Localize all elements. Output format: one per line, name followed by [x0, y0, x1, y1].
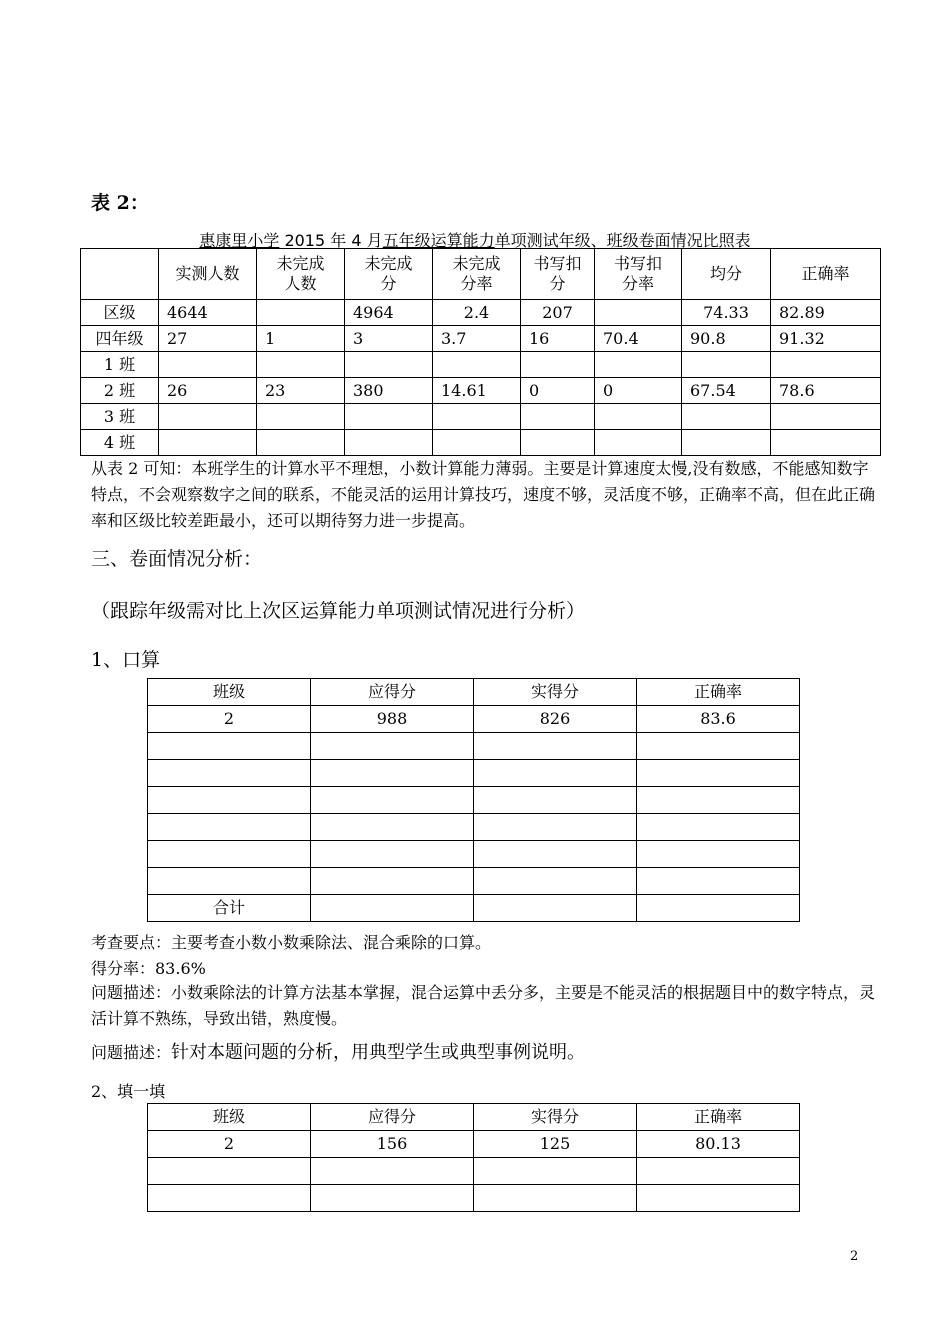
- problem2-label: 问题描述：: [91, 1043, 172, 1062]
- table2-cell: 74.33: [682, 300, 771, 326]
- oral-cell: [637, 814, 800, 841]
- section3-heading: 三、卷面情况分析：: [91, 548, 263, 570]
- table2-cell: 26: [159, 378, 257, 404]
- oral-cell: [474, 733, 637, 760]
- table2-header-cell: 均分: [682, 249, 771, 300]
- oral-row: [148, 868, 800, 895]
- oral-cell: [148, 787, 311, 814]
- fill-header-cell: 应得分: [311, 1104, 474, 1131]
- page-number: 2: [850, 1249, 859, 1264]
- table2-cell: 0: [521, 378, 595, 404]
- fill-header-cell: 正确率: [637, 1104, 800, 1131]
- table2-cell: [345, 404, 433, 430]
- table2-row-label: 4 班: [81, 430, 159, 456]
- table2-cell: 67.54: [682, 378, 771, 404]
- table2-cell: [682, 404, 771, 430]
- table2-cell: [521, 352, 595, 378]
- fill-cell: [637, 1158, 800, 1185]
- table2-row: [81, 300, 881, 326]
- fill-heading: 2、填一填: [91, 1082, 166, 1101]
- table2-cell: 70.4: [595, 326, 682, 352]
- table2-row-label: 区级: [81, 300, 159, 326]
- oral-cell: [637, 787, 800, 814]
- table2-cell: 380: [345, 378, 433, 404]
- fill-row: [148, 1185, 800, 1212]
- table2-cell: [433, 404, 521, 430]
- fill-table: [147, 1103, 800, 1212]
- oral-cell: [311, 895, 474, 922]
- table2-cell: [159, 352, 257, 378]
- table2-cell: 0: [595, 378, 682, 404]
- fill-cell: [311, 1158, 474, 1185]
- oral-header-cell: 应得分: [311, 679, 474, 706]
- table2-cell: [257, 404, 345, 430]
- oral-header-row: [148, 679, 800, 706]
- oral-cell: [311, 760, 474, 787]
- oral-cell: 83.6: [637, 706, 800, 733]
- table2-cell: [433, 430, 521, 456]
- table2-cell: [345, 430, 433, 456]
- oral-cell: [474, 814, 637, 841]
- table2-row-label: 3 班: [81, 404, 159, 430]
- fill-header-row: [148, 1104, 800, 1131]
- table2-cell: [771, 404, 881, 430]
- table2-cell: [433, 352, 521, 378]
- oral-cell: [148, 841, 311, 868]
- table2-cell: 3: [345, 326, 433, 352]
- table2-cell: [521, 430, 595, 456]
- table2-cell: 27: [159, 326, 257, 352]
- table2-header-cell: 书写扣 分率: [595, 249, 682, 300]
- oral-cell: [311, 733, 474, 760]
- table2-header-row: [81, 249, 881, 300]
- oral-cell: [637, 868, 800, 895]
- title-school: 惠康里小学: [199, 231, 280, 250]
- table2-cell: [257, 430, 345, 456]
- oral-heading: 1、口算: [91, 649, 161, 671]
- oral-header-cell: 正确率: [637, 679, 800, 706]
- table2-cell: [682, 430, 771, 456]
- table2: [80, 248, 881, 456]
- oral-cell: [311, 841, 474, 868]
- table2-header-cell: [81, 249, 159, 300]
- table2-header-cell: 未完成 分: [345, 249, 433, 300]
- fill-header-cell: 班级: [148, 1104, 311, 1131]
- table2-cell: [771, 352, 881, 378]
- fill-cell: [637, 1185, 800, 1212]
- table2-cell: [345, 352, 433, 378]
- oral-cell: [311, 814, 474, 841]
- problem2-text: 针对本题问题的分析，用典型学生或典型事例说明。: [171, 1042, 586, 1063]
- table2-header-cell: 实测人数: [159, 249, 257, 300]
- oral-cell: [148, 733, 311, 760]
- oral-key-point: 考查要点：主要考查小数小数乘除法、混合乘除的口算。: [91, 933, 492, 952]
- oral-cell: [637, 841, 800, 868]
- table2-cell: [595, 352, 682, 378]
- oral-row: [148, 787, 800, 814]
- table2-label: 表 2：: [91, 192, 149, 214]
- table2-row: [81, 404, 881, 430]
- table2-cell: [771, 430, 881, 456]
- fill-cell: 80.13: [637, 1131, 800, 1158]
- fill-cell: [148, 1158, 311, 1185]
- oral-cell: [148, 814, 311, 841]
- oral-cell: [637, 760, 800, 787]
- oral-cell: [474, 841, 637, 868]
- oral-row: [148, 814, 800, 841]
- oral-row: [148, 895, 800, 922]
- oral-cell: [474, 787, 637, 814]
- table2-cell: [521, 404, 595, 430]
- oral-cell: 合计: [148, 895, 311, 922]
- table2-cell: 91.32: [771, 326, 881, 352]
- oral-cell: [474, 868, 637, 895]
- title-date: 2015 年 4 月: [279, 231, 383, 250]
- fill-cell: 2: [148, 1131, 311, 1158]
- fill-cell: [474, 1158, 637, 1185]
- oral-problem2: [91, 1040, 881, 1066]
- table2-row: [81, 326, 881, 352]
- analysis-text: 从表 2 可知：本班学生的计算水平不理想，小数计算能力薄弱。主要是计算速度太慢,没有数感，不能感知数字特点，不会观察数字之间的联系，不能灵活的运用计算技巧，速度不够，灵活度不够，正确率不高，但在此正确率和区级比较差距最小，还可以期待努力进一步提高。: [91, 459, 876, 530]
- fill-cell: 125: [474, 1131, 637, 1158]
- table2-header-cell: 未完成 人数: [257, 249, 345, 300]
- oral-row: [148, 733, 800, 760]
- table2-cell: [595, 300, 682, 326]
- oral-table: [147, 678, 800, 922]
- table2-cell: 82.89: [771, 300, 881, 326]
- oral-cell: [637, 895, 800, 922]
- oral-cell: [148, 760, 311, 787]
- table2-header-cell: 正确率: [771, 249, 881, 300]
- oral-row: [148, 841, 800, 868]
- table2-cell: 90.8: [682, 326, 771, 352]
- oral-problem: 问题描述：小数乘除法的计算方法基本掌握，混合运算中丢分多，主要是不能灵活的根据题目中的数字特点，灵活计算不熟练，导致出错，熟度慢。: [91, 983, 876, 1028]
- table2-cell: [257, 300, 345, 326]
- table2-row: [81, 430, 881, 456]
- fill-cell: [148, 1185, 311, 1212]
- table2-cell: 3.7: [433, 326, 521, 352]
- table2-cell: 4964: [345, 300, 433, 326]
- table2-cell: [595, 404, 682, 430]
- title-rest: 单项测试年级、班级卷面情况比照表: [494, 231, 751, 250]
- oral-header-cell: 班级: [148, 679, 311, 706]
- oral-rate: 得分率：83.6%: [91, 959, 206, 978]
- table2-header-cell: 书写扣 分: [521, 249, 595, 300]
- oral-cell: 2: [148, 706, 311, 733]
- oral-cell: [311, 787, 474, 814]
- table2-row-label: 四年级: [81, 326, 159, 352]
- oral-row: [148, 760, 800, 787]
- table2-cell: [595, 430, 682, 456]
- oral-cell: [474, 760, 637, 787]
- table2-row-label: 1 班: [81, 352, 159, 378]
- oral-cell: [474, 895, 637, 922]
- table2-cell: 23: [257, 378, 345, 404]
- fill-cell: [311, 1185, 474, 1212]
- fill-header-cell: 实得分: [474, 1104, 637, 1131]
- table2-row: [81, 352, 881, 378]
- table2-cell: [159, 430, 257, 456]
- oral-row: [148, 706, 800, 733]
- table2-cell: 2.4: [433, 300, 521, 326]
- oral-cell: [637, 733, 800, 760]
- oral-cell: 988: [311, 706, 474, 733]
- table2-row: [81, 378, 881, 404]
- oral-cell: [148, 868, 311, 895]
- table2-cell: [159, 404, 257, 430]
- table2-cell: 4644: [159, 300, 257, 326]
- table2-cell: 1: [257, 326, 345, 352]
- oral-header-cell: 实得分: [474, 679, 637, 706]
- table2-cell: 16: [521, 326, 595, 352]
- table2-cell: [682, 352, 771, 378]
- oral-cell: [311, 868, 474, 895]
- table2-cell: [257, 352, 345, 378]
- fill-cell: [474, 1185, 637, 1212]
- section3-note: （跟踪年级需对比上次区运算能力单项测试情况进行分析）: [91, 600, 586, 622]
- table2-row-label: 2 班: [81, 378, 159, 404]
- table2-cell: 14.61: [433, 378, 521, 404]
- fill-row: [148, 1158, 800, 1185]
- fill-cell: 156: [311, 1131, 474, 1158]
- title-grade: 五年级运算能力: [382, 231, 495, 250]
- table2-cell: 207: [521, 300, 595, 326]
- oral-cell: 826: [474, 706, 637, 733]
- fill-row: [148, 1131, 800, 1158]
- table2-cell: 78.6: [771, 378, 881, 404]
- table2-header-cell: 未完成 分率: [433, 249, 521, 300]
